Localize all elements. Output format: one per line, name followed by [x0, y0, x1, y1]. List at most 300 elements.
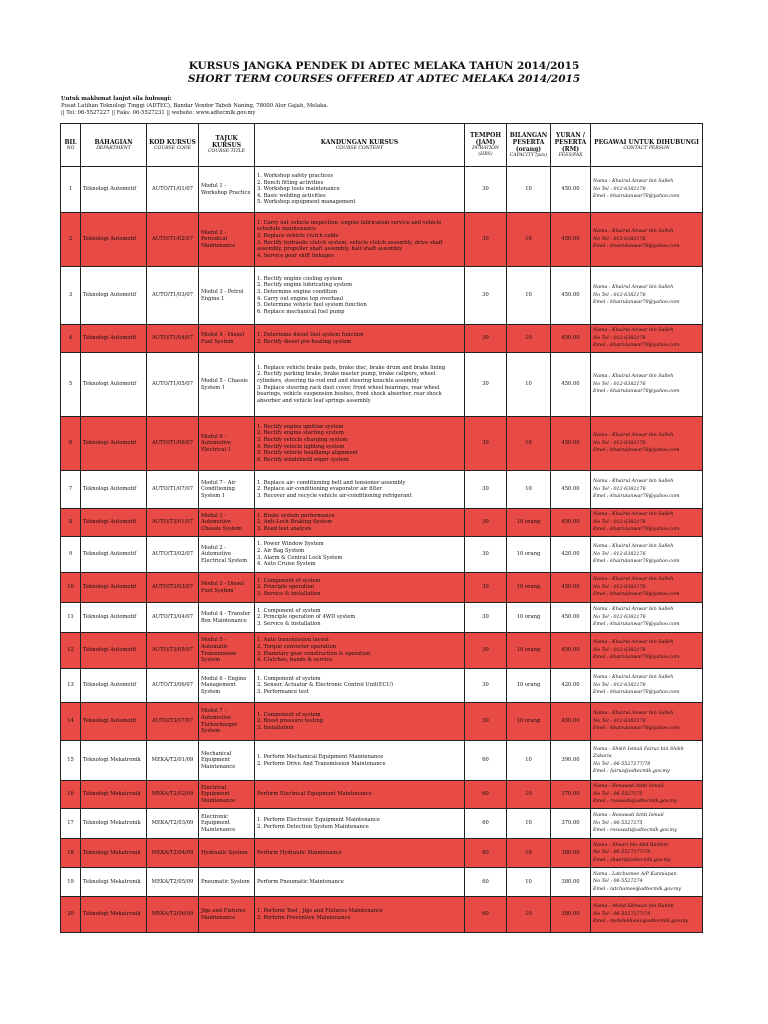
content-line: 1. Auto transmission layout: [257, 637, 330, 644]
cell-contact-person: [591, 267, 703, 325]
table-row: [61, 868, 703, 897]
content-line: 1. Determine diesel fuel system function: [257, 331, 364, 338]
content-line: 2. Principle operation: [257, 584, 315, 591]
cell-course-code: AUTO/T1/07/07: [147, 471, 199, 509]
cell-contact-person: [591, 471, 703, 509]
cell-fees: 370.00: [551, 781, 591, 809]
content-line: 3. Alarm & Central Lock System: [257, 554, 343, 561]
cell-contact-person: [591, 669, 703, 703]
contact-line: Nama : Mohd Ekhwan bin Rahim: [593, 904, 674, 910]
cell-duration: 30: [465, 471, 507, 509]
cell-no: 7: [61, 471, 81, 509]
cell-capacity: 10: [507, 267, 551, 325]
contact-line: No Tel : 06-5527275: [593, 791, 643, 797]
cell-course-code: MEKA/T2/04/09: [147, 839, 199, 868]
cell-no: 17: [61, 809, 81, 839]
header-no: BIL NO: [61, 124, 81, 167]
cell-contact-person: [591, 325, 703, 353]
cell-duration: 30: [465, 167, 507, 213]
content-line: 6. Replace mechanical fuel pump: [257, 308, 345, 315]
cell-course-code: AUTO/T1/06/07: [147, 417, 199, 471]
content-line: 1. Perform Electronic Equipment Maintenance: [257, 816, 380, 823]
cell-no: 12: [61, 633, 81, 669]
cell-course-title: Modul 3 - Petrol Engine 1: [199, 267, 255, 325]
content-line: 4. Service gear shift linkages: [257, 252, 334, 259]
content-line: 1. Component of system: [257, 675, 321, 682]
cell-duration: 30: [465, 213, 507, 267]
cell-course-title: Modul 2 - Periodical Maintenance: [199, 213, 255, 267]
cell-course-title: Mechanical Equipment Maintenance: [199, 741, 255, 781]
cell-course-code: AUTO/T1/03/07: [147, 267, 199, 325]
cell-capacity: 10: [507, 741, 551, 781]
cell-department: Teknologi Automotif: [81, 353, 147, 417]
cell-course-title: Modul 3 - Diesel Fuel System: [199, 573, 255, 603]
cell-course-content: [255, 325, 465, 353]
contact-line: Emel : khairulanwar78@yahoo.com: [593, 448, 680, 454]
cell-duration: 30: [465, 633, 507, 669]
cell-course-content: [255, 633, 465, 669]
cell-department: Teknologi Automotif: [81, 417, 147, 471]
content-line: 1. Power Window System: [257, 541, 324, 548]
cell-fees: 450.00: [551, 353, 591, 417]
cell-no: 6: [61, 417, 81, 471]
cell-duration: 60: [465, 741, 507, 781]
contact-line: Nama : Khairul Anwar bin Salleh: [593, 433, 674, 439]
header-capacity: BILANGAN PESERTA (orang) CAPACITY (pax): [507, 124, 551, 167]
cell-course-title: Modul 6 - Engine Management System: [199, 669, 255, 703]
cell-fees: 390.00: [551, 741, 591, 781]
cell-fees: 380.00: [551, 868, 591, 897]
header-course-content: KANDUNGAN KURSUS COURSE CONTENT: [255, 124, 465, 167]
cell-course-title: Hydraulic System: [199, 839, 255, 868]
cell-course-content: [255, 809, 465, 839]
cell-duration: 30: [465, 509, 507, 537]
content-line: 1. Workshop safety practices: [257, 173, 334, 180]
cell-capacity: 10: [507, 471, 551, 509]
contact-line: No Tel : 06-5527277/78: [593, 761, 651, 767]
cell-course-title: Electrical Equipment Maintenance: [199, 781, 255, 809]
table-row: [61, 669, 703, 703]
content-line: 2. Rectify engine lubricating system: [257, 282, 353, 289]
cell-department: Teknologi Automotif: [81, 573, 147, 603]
cell-course-title: Modul 5 - Chassis System 1: [199, 353, 255, 417]
cell-capacity: 10: [507, 353, 551, 417]
cell-capacity: 10: [507, 325, 551, 353]
contact-line: Emel : khairulanwar78@yahoo.com: [593, 655, 680, 661]
header-fees: YURAN / PESERTA (RM) FEES/PAX: [551, 124, 591, 167]
cell-no: 11: [61, 603, 81, 633]
content-line: 2. Perform Preventive Maintenance: [257, 914, 351, 921]
contact-line: Nama : Rosuwati binti Ismail: [593, 813, 664, 819]
table-row: [61, 167, 703, 213]
contact-line: No Tel : 012-6382176: [593, 335, 646, 341]
cell-department: Teknologi Mekatronik: [81, 781, 147, 809]
content-line: 2. Perform Detection System Maintenance: [257, 823, 369, 830]
content-line: 1. Carry out vehicle inspection, engine lubrication service and vehicle schedule maintenance: [257, 219, 442, 233]
contact-line: No Tel : 06-5527277/78: [593, 850, 651, 856]
contact-line: Nama : Khairul Anwar bin Salleh: [593, 229, 674, 235]
cell-capacity: 10: [507, 213, 551, 267]
content-line: 1. Component of system: [257, 577, 321, 584]
contact-line: No Tel : 012-6382176: [593, 292, 646, 298]
cell-course-title: Modul 6 - Automotive Electrical 1: [199, 417, 255, 471]
contact-line: No Tel : 012-6382176: [593, 614, 646, 620]
cell-course-content: [255, 868, 465, 897]
cell-duration: 60: [465, 897, 507, 933]
cell-course-code: AUTO/T1/01/07: [147, 167, 199, 213]
content-line: 3. Rectify hydraulic clutch system, vehicle clutch assembly, drive shaft assembly, propeller shaft assembly, half shaft assembly: [257, 239, 443, 253]
contact-line: Nama : Shaari bin Abd Rashim: [593, 842, 669, 848]
table-row: [61, 703, 703, 741]
content-line: 1. Perform Tool , Jigs and Fixtures Maintenance: [257, 907, 383, 914]
cell-course-content: [255, 703, 465, 741]
cell-no: 10: [61, 573, 81, 603]
cell-contact-person: [591, 573, 703, 603]
cell-course-content: [255, 267, 465, 325]
content-line: 1. Replace air- conditioning belt and tensioner assembly: [257, 479, 406, 486]
table-row: [61, 633, 703, 669]
cell-course-content: [255, 537, 465, 573]
content-line: 3. Road test analysis: [257, 525, 312, 532]
cell-course-content: [255, 417, 465, 471]
cell-department: Teknologi Mekatronik: [81, 809, 147, 839]
contact-line: Emel : khairulanwar78@yahoo.com: [593, 527, 680, 533]
cell-course-code: AUTO/T3/06/07: [147, 669, 199, 703]
contact-line: Emel : khairulanwar78@yahoo.com: [593, 194, 680, 200]
cell-capacity: 10 orang: [507, 537, 551, 573]
cell-fees: 380.00: [551, 839, 591, 868]
cell-no: 20: [61, 897, 81, 933]
cell-contact-person: [591, 353, 703, 417]
cell-fees: 450.00: [551, 573, 591, 603]
content-line: 2. Replace vehicle clutch cable: [257, 232, 339, 239]
table-row: [61, 897, 703, 933]
cell-capacity: 10 orang: [507, 669, 551, 703]
contact-line: No Tel : 06-5527275: [593, 820, 643, 826]
cell-fees: 450.00: [551, 633, 591, 669]
content-line: 3. Workshop tools maintenance: [257, 186, 340, 193]
table-row: [61, 353, 703, 417]
cell-duration: 30: [465, 267, 507, 325]
cell-contact-person: [591, 633, 703, 669]
contact-line: Emel : khairulanwar78@yahoo.com: [593, 690, 680, 696]
table-row: [61, 781, 703, 809]
cell-department: Teknologi Automotif: [81, 471, 147, 509]
contact-line: Nama : Khairul Anwar bin Salleh: [593, 374, 674, 380]
cell-duration: 60: [465, 839, 507, 868]
contact-line: Emel : khairulanwar78@yahoo.com: [593, 244, 680, 250]
cell-capacity: 10: [507, 897, 551, 933]
content-line: 3. Service & installation: [257, 620, 321, 627]
cell-capacity: 10 orang: [507, 509, 551, 537]
contact-line: No Tel : 012-6382176: [593, 584, 646, 590]
cell-no: 19: [61, 868, 81, 897]
cell-duration: 60: [465, 781, 507, 809]
content-line: 6. Rectify windshield wiper system: [257, 456, 349, 463]
contact-line: Nama : Khairul Anwar bin Salleh: [593, 544, 674, 550]
table-row: [61, 267, 703, 325]
cell-department: Teknologi Automotif: [81, 213, 147, 267]
contact-line: Emel : khairulanwar78@yahoo.com: [593, 592, 680, 598]
contact-line: Nama : Shikh Ismail Fairuz bin Shikh Zakaria: [593, 746, 684, 760]
cell-course-content: [255, 669, 465, 703]
contact-line: No Tel : 012-6382176: [593, 647, 646, 653]
content-line: Perform Hydraulic Maintenance: [257, 849, 342, 856]
cell-fees: 450.00: [551, 267, 591, 325]
document-subtitle: SHORT TERM COURSES OFFERED AT ADTEC MELAKA 2014/2015: [187, 73, 581, 85]
cell-capacity: 10 orang: [507, 603, 551, 633]
cell-department: Teknologi Automotif: [81, 509, 147, 537]
header-course-code: KOD KURSUS COURSE CODE: [147, 124, 199, 167]
cell-capacity: 10: [507, 781, 551, 809]
cell-course-content: [255, 471, 465, 509]
contact-line: No Tel : 012-6382176: [593, 718, 646, 724]
cell-department: Teknologi Automotif: [81, 537, 147, 573]
header-course-title: TAJUK KURSUS COURSE TITLE: [199, 124, 255, 167]
contact-line: Nama : Khairul Anwar bin Salleh: [593, 479, 674, 485]
content-line: 3. Planetary gear construction & operation: [257, 650, 371, 657]
cell-no: 8: [61, 509, 81, 537]
cell-course-title: Jigs and Fixtures Maintenance: [199, 897, 255, 933]
cell-contact-person: [591, 868, 703, 897]
cell-course-content: [255, 781, 465, 809]
cell-fees: 450.00: [551, 325, 591, 353]
content-line: 3. Rectify vehicle charging system: [257, 436, 348, 443]
cell-no: 2: [61, 213, 81, 267]
cell-course-code: MEKA/T2/06/09: [147, 897, 199, 933]
contact-line: Nama : Khairul Anwar bin Salleh: [593, 711, 674, 717]
cell-contact-person: [591, 839, 703, 868]
contact-line: Emel : khairulanwar78@yahoo.com: [593, 726, 680, 732]
cell-contact-person: [591, 167, 703, 213]
content-line: 2. Rectify diesel pre-heating system: [257, 338, 352, 345]
contact-phones: || Tel: 06-5527227 || Faks: 06-5527231 || website: www.adtecmlk.gov.my: [61, 110, 256, 116]
cell-fees: 420.00: [551, 537, 591, 573]
table-row: [61, 417, 703, 471]
content-line: 2. Bench fitting activities: [257, 179, 324, 186]
contact-line: Emel : khairulanwar78@yahoo.com: [593, 494, 680, 500]
content-line: 1. Brake system performance: [257, 512, 335, 519]
contact-line: No Tel : 012-6382176: [593, 486, 646, 492]
course-table: [60, 123, 703, 933]
contact-line: Emel : shaari@adtecmlk.gov.my: [593, 857, 671, 863]
contact-line: Emel : khairulanwar78@yahoo.com: [593, 389, 680, 395]
cell-contact-person: [591, 213, 703, 267]
content-line: 4. Rectify vehicle lighting system: [257, 443, 345, 450]
cell-duration: 60: [465, 809, 507, 839]
content-line: 1. Perform Mechanical Equipment Maintenance: [257, 753, 384, 760]
cell-contact-person: [591, 703, 703, 741]
cell-duration: 30: [465, 669, 507, 703]
cell-course-code: MEKA/T2/03/09: [147, 809, 199, 839]
cell-department: Teknologi Automotif: [81, 325, 147, 353]
cell-course-content: [255, 353, 465, 417]
cell-contact-person: [591, 603, 703, 633]
content-line: 3. Service & installation: [257, 590, 321, 597]
content-line: 1. Replace vehicle brake pads, brake disc, brake drum and brake lining: [257, 364, 446, 371]
table-row: [61, 213, 703, 267]
cell-course-code: AUTO/T3/03/07: [147, 573, 199, 603]
contact-line: No Tel : 06-5527274: [593, 879, 643, 885]
content-line: 1. Rectify engine ignition system: [257, 423, 344, 430]
cell-course-code: AUTO/T3/05/07: [147, 633, 199, 669]
cell-capacity: 10 orang: [507, 703, 551, 741]
cell-no: 3: [61, 267, 81, 325]
cell-course-title: Modul 1 - Workshop Practice: [199, 167, 255, 213]
cell-contact-person: [591, 417, 703, 471]
header-duration: TEMPOH (JAM) DURATION (HRS): [465, 124, 507, 167]
cell-contact-person: [591, 537, 703, 573]
cell-course-content: [255, 741, 465, 781]
cell-capacity: 10: [507, 839, 551, 868]
table-row: [61, 537, 703, 573]
contact-line: Emel : rosuwati@adtecmlk.gov.my: [593, 828, 677, 834]
cell-fees: 370.00: [551, 809, 591, 839]
content-line: 2. Air Bag System: [257, 547, 305, 554]
cell-capacity: 10: [507, 167, 551, 213]
cell-duration: 30: [465, 537, 507, 573]
cell-course-code: MEKA/T2/02/09: [147, 781, 199, 809]
cell-course-title: Pneumatic System: [199, 868, 255, 897]
cell-department: Teknologi Automotif: [81, 267, 147, 325]
table-row: [61, 325, 703, 353]
cell-department: Teknologi Automotif: [81, 603, 147, 633]
content-line: 2. Perform Drive And Transmission Maintenance: [257, 760, 386, 767]
cell-department: Teknologi Mekatronik: [81, 839, 147, 868]
content-line: 3. Performance test: [257, 688, 309, 695]
content-line: 5. Rectify vehicle headlamp alignment: [257, 450, 358, 457]
content-line: 2. Rectify engine starting system: [257, 430, 344, 437]
content-line: 2. Anti-Lock Braking System: [257, 519, 333, 526]
cell-duration: 30: [465, 417, 507, 471]
cell-department: Teknologi Automotif: [81, 633, 147, 669]
cell-course-title: Modul 5 - Automatic Transmission System: [199, 633, 255, 669]
cell-course-code: AUTO/T3/02/07: [147, 537, 199, 573]
cell-contact-person: [591, 509, 703, 537]
content-line: Perform Electrical Equipment Maintenance: [257, 791, 372, 798]
content-line: 1. Component of system: [257, 607, 321, 614]
document-title: KURSUS JANGKA PENDEK DI ADTEC MELAKA TAHUN 2014/2015: [188, 60, 580, 72]
contact-line: Emel : fairuz@adtecmlk.gov.my: [593, 768, 670, 774]
cell-course-title: Electronic Equipment Maintenance: [199, 809, 255, 839]
cell-department: Teknologi Automotif: [81, 703, 147, 741]
cell-no: 15: [61, 741, 81, 781]
contact-line: Nama : Khairul Anwar bin Salleh: [593, 577, 674, 583]
content-line: 2. Sensor, Actuator & Electronic Control Unit(ECU): [257, 682, 394, 689]
cell-duration: 30: [465, 703, 507, 741]
cell-course-title: Modul 7 - Automotive Turbocharger System: [199, 703, 255, 741]
contact-line: Nama : Khairul Anwar bin Salleh: [593, 328, 674, 334]
content-line: 2. Rectify parking brake, brake master pump, brake calipers, wheel cylinders, steering tie-rod end and steering knuckle assembly: [257, 371, 436, 384]
cell-course-title: Modul 4 - Diesel Fuel System: [199, 325, 255, 353]
contact-address: Pusat Latihan Teknologi Tinggi (ADTEC), Bandar Vendor Taboh Naning, 78000 Alor Gajah, Melaka.: [61, 103, 329, 109]
contact-line: Emel : khairulanwar78@yahoo.com: [593, 300, 680, 306]
cell-course-content: [255, 603, 465, 633]
table-row: [61, 741, 703, 781]
content-line: 3. Replace steering rack dust cover, front wheel bearings, rear wheel bearings, vehicle suspension bushes, front shock absorber, rear shock absorber and vehicle leaf springs assembly: [257, 384, 442, 404]
cell-capacity: 10 orang: [507, 573, 551, 603]
contact-line: Nama : Khairul Anwar bin Salleh: [593, 607, 674, 613]
contact-heading: Untuk maklumat lanjut sila hubungi:: [61, 96, 172, 102]
table-row: [61, 509, 703, 537]
cell-course-title: Modul 7 - Air Conditioning System 1: [199, 471, 255, 509]
content-line: 5. Determine vehicle fuel system function: [257, 302, 367, 309]
content-line: Perform Pneumatic Maintenance: [257, 878, 344, 885]
table-row: [61, 839, 703, 868]
cell-course-title: Modul 4 - Transfer Box Maintenance: [199, 603, 255, 633]
contact-line: Emel : rosuwati@adtecmlk.gov.my: [593, 799, 677, 805]
contact-line: Emel : mohdekhwan@adtecmlk.gov.my: [593, 919, 689, 925]
cell-department: Teknologi Mekatronik: [81, 868, 147, 897]
cell-course-title: Modul 2 - Automotive Electrical System: [199, 537, 255, 573]
cell-no: 9: [61, 537, 81, 573]
content-line: 4. Basic welding activities: [257, 192, 326, 199]
contact-line: Nama : Khairul Anwar bin Salleh: [593, 675, 674, 681]
contact-line: No Tel : 012-6382176: [593, 236, 646, 242]
cell-fees: 380.00: [551, 897, 591, 933]
cell-course-code: AUTO/T3/04/07: [147, 603, 199, 633]
cell-contact-person: [591, 809, 703, 839]
cell-duration: 30: [465, 325, 507, 353]
table-row: [61, 603, 703, 633]
content-line: 3. Recover and recycle vehicle air-conditioning refrigerant: [257, 492, 412, 499]
cell-course-content: [255, 167, 465, 213]
contact-line: No Tel : 06-5527277/78: [593, 911, 651, 917]
cell-department: Teknologi Automotif: [81, 167, 147, 213]
content-line: 1. Rectify engine cooling system: [257, 275, 343, 282]
contact-line: No Tel : 012-6382176: [593, 381, 646, 387]
content-line: 4. Auto Cruise System: [257, 561, 316, 568]
content-line: 4. Carry out engine top overhaul: [257, 295, 344, 302]
cell-course-code: MEKA/T2/01/09: [147, 741, 199, 781]
contact-line: Nama : Khairul Anwar bin Salleh: [593, 285, 674, 291]
content-line: 4. Clutches, bands & service: [257, 657, 333, 664]
cell-fees: 450.00: [551, 167, 591, 213]
cell-no: 13: [61, 669, 81, 703]
cell-course-code: AUTO/T1/02/07: [147, 213, 199, 267]
content-line: 5. Workshop equipment management: [257, 199, 356, 206]
cell-capacity: 10 orang: [507, 633, 551, 669]
cell-fees: 450.00: [551, 703, 591, 741]
cell-duration: 30: [465, 573, 507, 603]
cell-contact-person: [591, 741, 703, 781]
cell-fees: 450.00: [551, 509, 591, 537]
content-line: 2. Boost pressure testing: [257, 718, 324, 725]
cell-fees: 450.00: [551, 603, 591, 633]
cell-department: Teknologi Mekatronik: [81, 897, 147, 933]
cell-no: 14: [61, 703, 81, 741]
cell-fees: 450.00: [551, 417, 591, 471]
header-department: BAHAGIAN DEPARTMENT: [81, 124, 147, 167]
contact-line: No Tel : 012-6382176: [593, 551, 646, 557]
cell-department: Teknologi Automotif: [81, 669, 147, 703]
contact-line: Emel : khairulanwar78@yahoo.com: [593, 343, 680, 349]
cell-duration: 30: [465, 603, 507, 633]
cell-no: 1: [61, 167, 81, 213]
contact-line: Nama : Rosuwati binti Ismail: [593, 784, 664, 790]
cell-course-code: MEKA/T2/05/09: [147, 868, 199, 897]
contact-line: No Tel : 012-6382176: [593, 186, 646, 192]
cell-no: 16: [61, 781, 81, 809]
cell-capacity: 10: [507, 417, 551, 471]
cell-contact-person: [591, 781, 703, 809]
cell-fees: 450.00: [551, 471, 591, 509]
content-line: 3. Determine engine condition: [257, 288, 338, 295]
cell-course-title: Modul 1 - Automotive Chassis System: [199, 509, 255, 537]
contact-line: Nama : Khairul Anwar bin Salleh: [593, 179, 674, 185]
cell-course-content: [255, 213, 465, 267]
contact-line: Emel : latchumee@adtecmlk.gov.my: [593, 886, 682, 892]
